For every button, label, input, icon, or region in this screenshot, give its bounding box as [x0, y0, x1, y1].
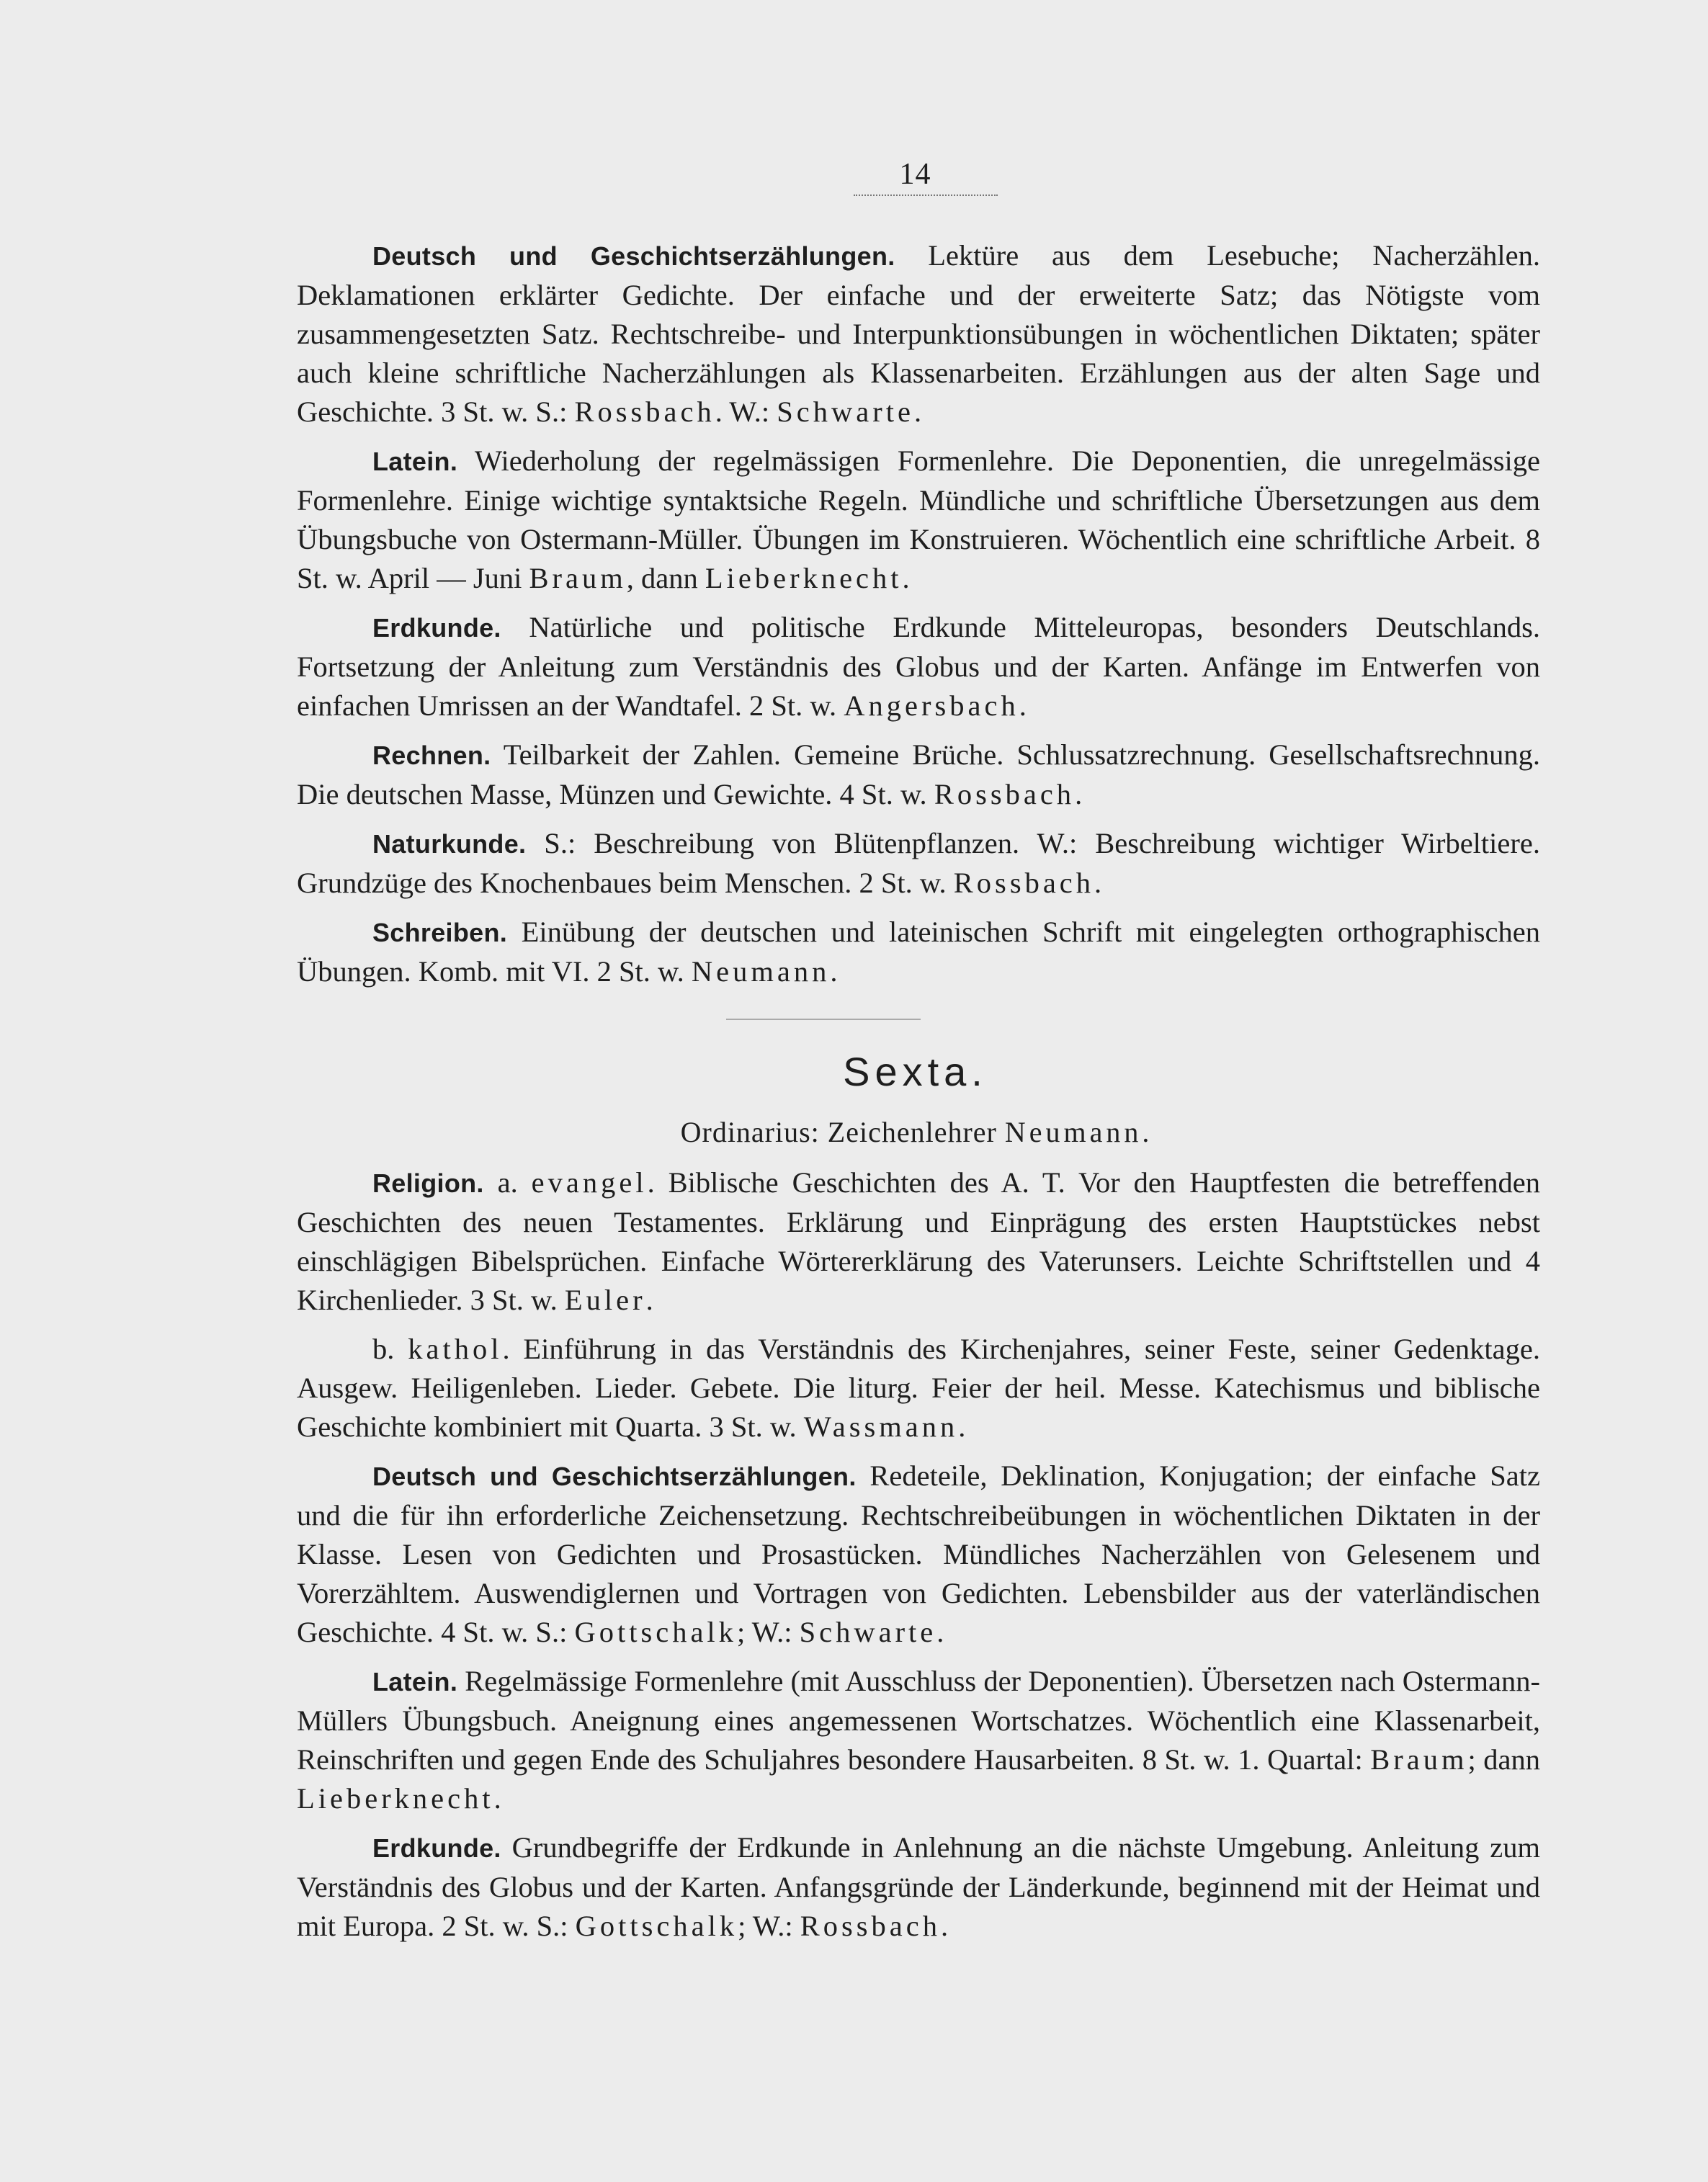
confession-label: kathol — [408, 1333, 503, 1365]
text-fragment: . — [936, 1616, 944, 1648]
text-fragment: . — [1094, 867, 1102, 899]
subject-label: Latein. — [372, 447, 458, 476]
paragraph-rechnen-quinta — [297, 735, 1540, 814]
paragraph-text: S.: Beschreibung von Blütenpflanzen. W.: Beschreibung wichtiger Wirbeltiere. Grundzüge des Knochenbaues beim Menschen. 2 St. w. — [297, 827, 1540, 899]
subject-label: Deutsch und Geschichtserzählungen. — [372, 241, 895, 271]
teacher-name: Lieberknecht — [297, 1782, 494, 1815]
teacher-name: Lieberknecht — [705, 562, 903, 594]
quinta-curriculum — [297, 236, 1540, 991]
text-fragment: . — [1019, 689, 1027, 722]
teacher-name: Rossbach — [953, 867, 1095, 899]
paragraph-deutsch-quinta — [297, 236, 1540, 432]
paragraph-naturkunde-quinta — [297, 824, 1540, 903]
teacher-name: Wassmann — [803, 1410, 959, 1443]
teacher-name: Gottschalk — [575, 1910, 738, 1942]
page-number: 14 — [899, 158, 931, 191]
section-divider — [726, 1019, 921, 1020]
teacher-name: Euler — [564, 1284, 646, 1316]
text-fragment: ; dann — [1467, 1743, 1540, 1776]
text-fragment: b. — [372, 1333, 408, 1365]
section-title: Sexta. — [843, 1049, 988, 1094]
subject-label: Naturkunde. — [372, 829, 527, 859]
teacher-name: Rossbach — [934, 778, 1076, 810]
text-fragment: . — [645, 1284, 653, 1316]
paragraph-text: . Einführung in das Verständnis des Kirchenjahres, seiner Feste, seiner Gedenktage. Ausgew. Heiligenleben. Lieder. Gebete. Die liturg. Feier der heil. Messe. Katechismus und biblische Geschichte kombiniert mit Quarta. 3 St. w. — [297, 1333, 1540, 1443]
paragraph-latein-sexta — [297, 1662, 1540, 1818]
paragraph-text: Regelmässige Formenlehre (mit Ausschluss der Deponentien). Übersetzen nach Ostermann-Müllers Übungsbuch. Aneignung eines angemessenen Wortschatzes. Wöchentlich eine Klassenarbeit, Reinschriften und gegen Ende des Schuljahres besondere Hausarbeiten. 8 St. w. 1. Quartal: — [297, 1665, 1540, 1776]
paragraph-religion-kathol — [297, 1330, 1540, 1447]
paragraph-schreiben-quinta — [297, 913, 1540, 991]
subject-label: Erdkunde. — [372, 1833, 501, 1863]
subject-label: Religion. — [372, 1168, 484, 1198]
text-fragment: . W.: — [715, 395, 777, 428]
ordinarius-name: Neumann — [1004, 1116, 1143, 1148]
subject-label: Schreiben. — [372, 918, 508, 947]
subject-label: Rechnen. — [372, 741, 491, 770]
text-fragment: . — [902, 562, 910, 594]
text-fragment: . — [941, 1910, 949, 1942]
teacher-name: Schwarte — [777, 395, 914, 428]
teacher-name: Schwarte — [799, 1616, 937, 1648]
paragraph-erdkunde-quinta — [297, 608, 1540, 725]
text-fragment: . — [958, 1410, 966, 1443]
teacher-name: Neumann — [691, 955, 831, 988]
paragraph-text: Lektüre aus dem Lesebuche; Nacherzählen. Deklamationen erklärter Gedichte. Der einfache und der erweiterte Satz; das Nötigste vom zusammengesetzten Satz. Rechtschreibe- und Interpunktionsübungen in wöchentlichen Diktaten; später auch kleine schriftliche Nacherzählungen als Klassenarbeiten. Erzählungen aus der alten Sage und Geschichte. 3 St. w. S.: — [297, 239, 1540, 428]
paragraph-text: Redeteile, Deklination, Konjugation; der einfache Satz und die für ihn erforderliche Zeichensetzung. Rechtschreibeübungen in wöchentlichen Diktaten in der Klasse. Lesen von Gedichten und Prosastücken. Mündliches Nacherzählen von Gelesenem und Vorerzähltem. Auswendiglernen und Vortragen von Gedichten. Lebensbilder aus der vaterländischen Geschichte. 4 St. w. S.: — [297, 1459, 1540, 1648]
teacher-name: Gottschalk — [574, 1616, 737, 1648]
teacher-name: Braum — [1370, 1743, 1468, 1776]
paragraph-text: Natürliche und politische Erdkunde Mitteleuropas, besonders Deutschlands. Fortsetzung der Anleitung zum Verständnis des Globus und der Karten. Anfänge im Entwerfen von einfachen Umrissen an der Wandtafel. 2 St. w. — [297, 611, 1540, 722]
text-fragment: , dann — [626, 562, 705, 594]
text-fragment: . — [1142, 1116, 1150, 1148]
paragraph-deutsch-sexta — [297, 1457, 1540, 1652]
teacher-name: Rossbach — [800, 1910, 942, 1942]
subject-label: Erdkunde. — [372, 613, 501, 643]
text-fragment: . — [913, 395, 922, 428]
paragraph-latein-quinta — [297, 442, 1540, 598]
subject-label: Latein. — [372, 1667, 458, 1696]
subject-label: Deutsch und Geschichtserzählungen. — [372, 1462, 857, 1491]
ordinarius-prefix: Ordinarius: Zeichenlehrer — [680, 1116, 1005, 1148]
paragraph-erdkunde-sexta — [297, 1828, 1540, 1946]
confession-label: evangel — [531, 1166, 648, 1199]
teacher-name: Braum — [529, 562, 627, 594]
paragraph-text: . Biblische Geschichten des A. T. Vor den Hauptfesten die betreffenden Geschichten des neuen Testamentes. Erklärung und Einprägung des ersten Hauptstückes nebst einschlägigen Bibelsprüchen. Einfache Wörtererklärung des Vaterunsers. Leichte Schriftstellen und 4 Kirchenlieder. 3 St. w. — [297, 1166, 1540, 1316]
text-fragment: ; W.: — [736, 1616, 800, 1648]
paragraph-text: Einübung der deutschen und lateinischen Schrift mit eingelegten orthographischen Übungen. Komb. mit VI. 2 St. w. — [297, 916, 1540, 988]
text-fragment: ; W.: — [738, 1910, 800, 1942]
page-number-ornament — [854, 194, 998, 196]
paragraph-text: Grundbegriffe der Erdkunde in Anlehnung an die nächste Umgebung. Anleitung zum Verständnis des Globus und der Karten. Anfangsgründe der Länderkunde, beginnend mit der Heimat und mit Europa. 2 St. w. S.: — [297, 1831, 1540, 1942]
ordinarius-line — [0, 1115, 1708, 1149]
text-fragment: a. — [483, 1166, 532, 1199]
paragraph-text: Wiederholung der regelmässigen Formenlehre. Die Deponentien, die unregelmässige Formenlehre. Einige wichtige syntaktsiche Regeln. Mündliche und schriftliche Übersetzungen aus dem Übungsbuche von Ostermann-Müller. Übungen im Konstruieren. Wöchentlich eine schriftliche Arbeit. 8 St. w. April — Juni — [297, 444, 1540, 594]
text-fragment: . — [493, 1782, 501, 1815]
paragraph-religion-evangel — [297, 1163, 1540, 1320]
teacher-name: Rossbach — [574, 395, 715, 428]
teacher-name: Angersbach — [844, 689, 1019, 722]
text-fragment: . — [1075, 778, 1083, 810]
sexta-curriculum — [297, 1163, 1540, 1946]
paragraph-text: Teilbarkeit der Zahlen. Gemeine Brüche. Schlussatzrechnung. Gesellschaftsrechnung. Die deutschen Masse, Münzen und Gewichte. 4 St. w. — [297, 738, 1540, 810]
text-fragment: . — [830, 955, 838, 988]
